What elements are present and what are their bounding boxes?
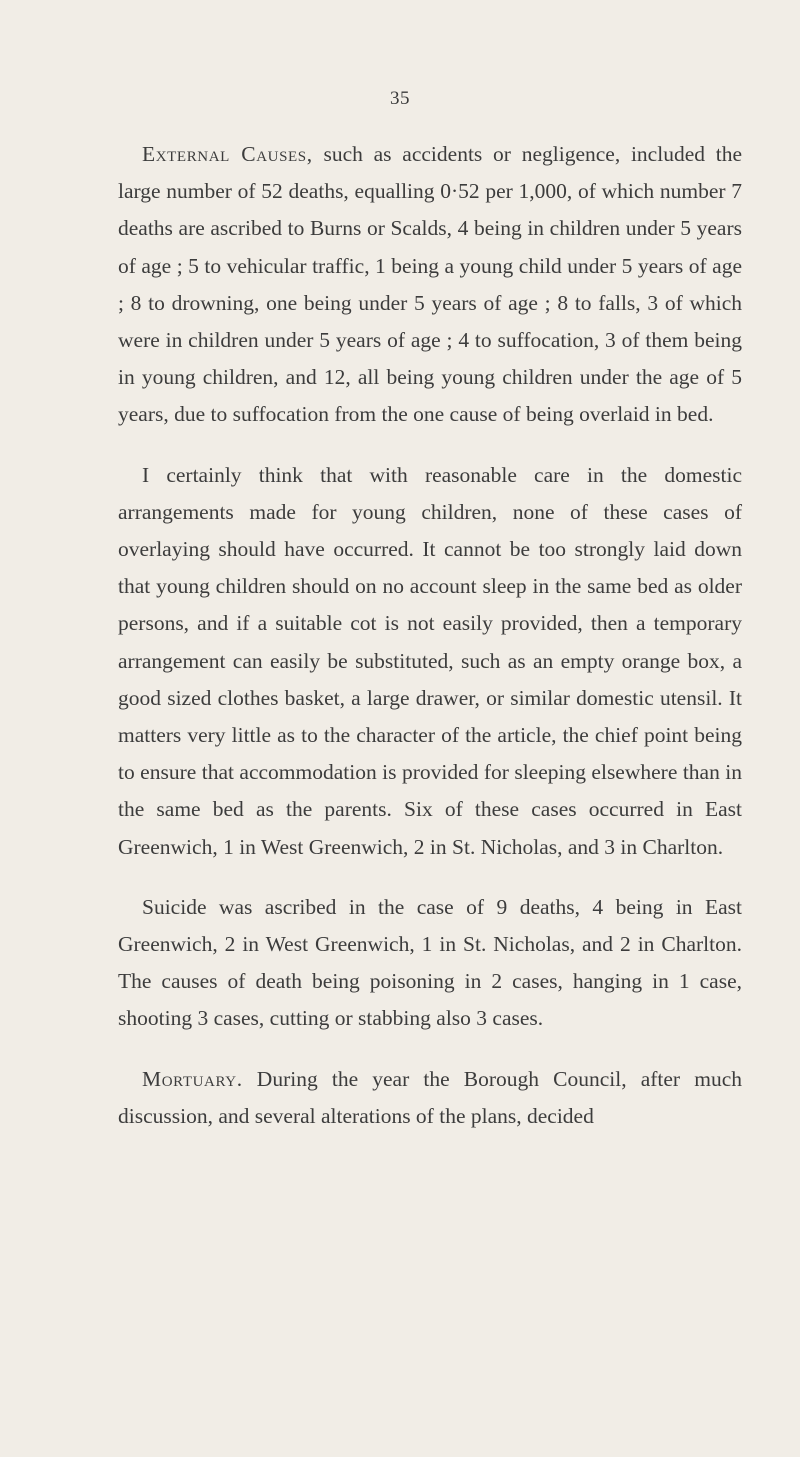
section-heading-external-causes: External Causes, (142, 142, 313, 166)
paragraph-text: such as accidents or negligence, included the large number of 52 deaths, equalling 0·52 per 1,000, of which number 7 deaths are ascribed to Burns or Scalds, 4 being in children under 5 years of age ; 5 to vehicular traffic, 1 being a young child under 5 years of age ; 8 to drowning, one being under 5 years of age ; 8 to falls, 3 of which were in children under 5 years of age ; 4 to suffocation, 3 of them being in young children, and 12, all being young children under the age of 5 years, due to suffocation from the one cause of being overlaid in bed. (118, 142, 743, 427)
section-heading-mortuary: Mortuary. (142, 1066, 243, 1091)
paragraph-suicide: Suicide was ascribed in the case of 9 deaths, 4 being in East Greenwich, 2 in West Greenwich, 1 in St. Nicholas, and 2 in Charlton. The causes of death being poisoning in 2 cases, hanging in 1 case, shooting 3 cases, cutting or stabbing also 3 cases. (118, 894, 742, 1031)
page-number: 35 (390, 88, 410, 109)
paragraph-overlaying: I certainly think that with reasonable care in the domestic arrangements made for young children, none of these cases of overlaying should have occurred. It cannot be too strongly laid down that young children should on no account sleep in the same bed as older persons, and if a suitable cot is not easily provided, then a temporary arrangement can easily be substituted, such as an empty orange box, a good sized clothes basket, a large drawer, or similar domestic utensil. It matters very little as to the character of the article, the chief point being to ensure that accommodation is provided for sleeping elsewhere than in the same bed as the parents. Six of these cases occurred in East Greenwich, 1 in West Greenwich, 2 in St. Nicholas, and 3 in Charlton. (118, 462, 742, 859)
paragraph-text: During the year the Borough Council, after much discussion, and several alterations of the plans, decided (118, 1066, 742, 1128)
paragraph-mortuary (118, 1061, 742, 1135)
paragraph-external-causes (118, 136, 742, 434)
body-text (118, 136, 742, 1158)
